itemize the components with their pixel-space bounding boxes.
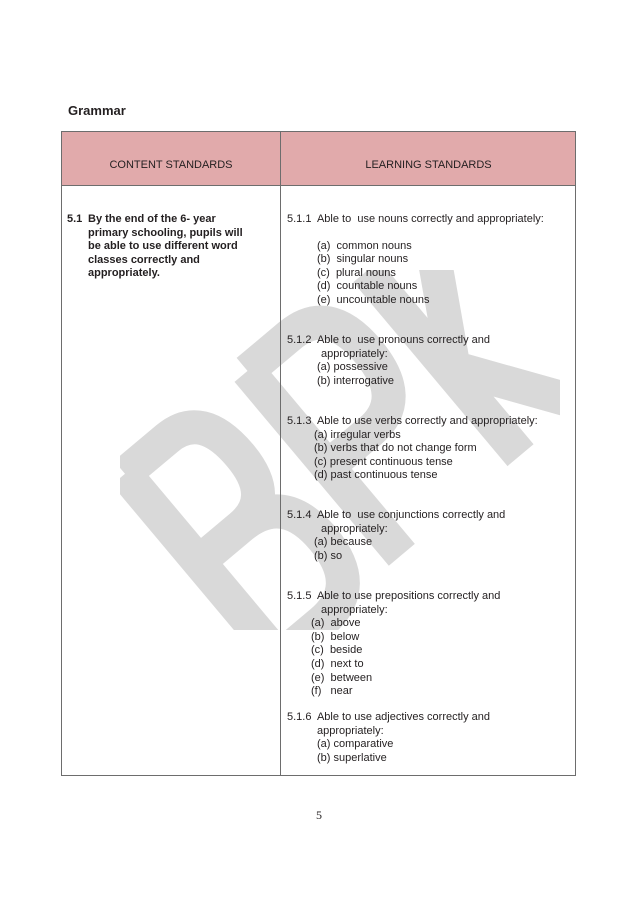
- learning-standard-5-1-1: [287, 213, 572, 308]
- list-item: (a) irregular verbs: [314, 428, 401, 441]
- learning-standard-title: 5.1.6 Able to use adjectives correctly and: [287, 711, 491, 723]
- learning-standard-items: [314, 429, 572, 483]
- list-item: (b) interrogative: [317, 374, 395, 387]
- list-item: (b) below: [311, 630, 360, 643]
- column-divider: [280, 132, 281, 775]
- list-item: (c) present continuous tense: [314, 455, 453, 468]
- list-item: (d) past continuous tense: [314, 469, 438, 482]
- learning-standard-5-1-2: [287, 334, 572, 388]
- list-item: (a) because: [314, 536, 373, 549]
- learning-standards-header: LEARNING STANDARDS: [365, 159, 492, 171]
- list-item: (b) singular nouns: [317, 253, 409, 266]
- learning-standard-items: [311, 617, 572, 699]
- learning-standard-title-cont: appropriately:: [321, 522, 388, 535]
- learning-standard-items: [317, 240, 572, 308]
- list-item: (d) countable nouns: [317, 280, 418, 293]
- list-item: (a) above: [311, 617, 361, 630]
- content-standard-text: [88, 213, 272, 281]
- standards-table: [61, 131, 576, 776]
- list-item: (b) superlative: [317, 751, 387, 764]
- learning-standard-title: 5.1.4 Able to use conjunctions correctly and: [287, 509, 506, 521]
- learning-standard-title: 5.1.1 Able to use nouns correctly and appropriately:: [287, 213, 544, 225]
- learning-standard-title-cont: appropriately:: [321, 603, 388, 616]
- section-heading: Grammar: [68, 103, 126, 118]
- learning-standard-5-1-4: [287, 509, 572, 563]
- learning-standard-5-1-5: [287, 590, 572, 699]
- list-item: (a) common nouns: [317, 239, 412, 252]
- learning-standard-title: 5.1.5 Able to use prepositions correctly and: [287, 590, 501, 602]
- content-standard-number: 5.1: [67, 213, 83, 225]
- learning-standard-title: 5.1.2 Able to use pronouns correctly and: [287, 334, 491, 346]
- list-item: (a) comparative: [317, 738, 394, 751]
- learning-standard-5-1-3: [287, 415, 572, 483]
- content-standard-line: primary schooling, pupils will: [88, 226, 243, 239]
- content-standards-header: CONTENT STANDARDS: [109, 159, 233, 171]
- content-standard-line: be able to use different word: [88, 240, 238, 252]
- list-item: (c) beside: [311, 644, 363, 657]
- learning-standard-title-cont: appropriately:: [317, 724, 384, 737]
- page-number: 5: [316, 808, 322, 822]
- learning-standard-items: [317, 361, 572, 388]
- learning-standard-title-cont: appropriately:: [321, 347, 388, 360]
- list-item: (f) near: [311, 685, 353, 698]
- list-item: (a) possessive: [317, 361, 388, 374]
- list-item: (d) next to: [311, 657, 364, 670]
- learning-standard-items: [314, 536, 572, 563]
- list-item: (e) uncountable nouns: [317, 293, 430, 306]
- learning-standard-5-1-6: [287, 711, 572, 765]
- content-standard-line: classes correctly and: [88, 253, 200, 266]
- learning-standard-items: [317, 738, 572, 765]
- list-item: (b) so: [314, 549, 343, 562]
- list-item: (c) plural nouns: [317, 266, 396, 279]
- content-standard-line: appropriately.: [88, 267, 160, 279]
- list-item: (b) verbs that do not change form: [314, 442, 477, 455]
- learning-standard-title: 5.1.3 Able to use verbs correctly and appropriately:: [287, 415, 538, 427]
- content-standard-line: By the end of the 6- year: [88, 213, 216, 225]
- list-item: (e) between: [311, 671, 373, 684]
